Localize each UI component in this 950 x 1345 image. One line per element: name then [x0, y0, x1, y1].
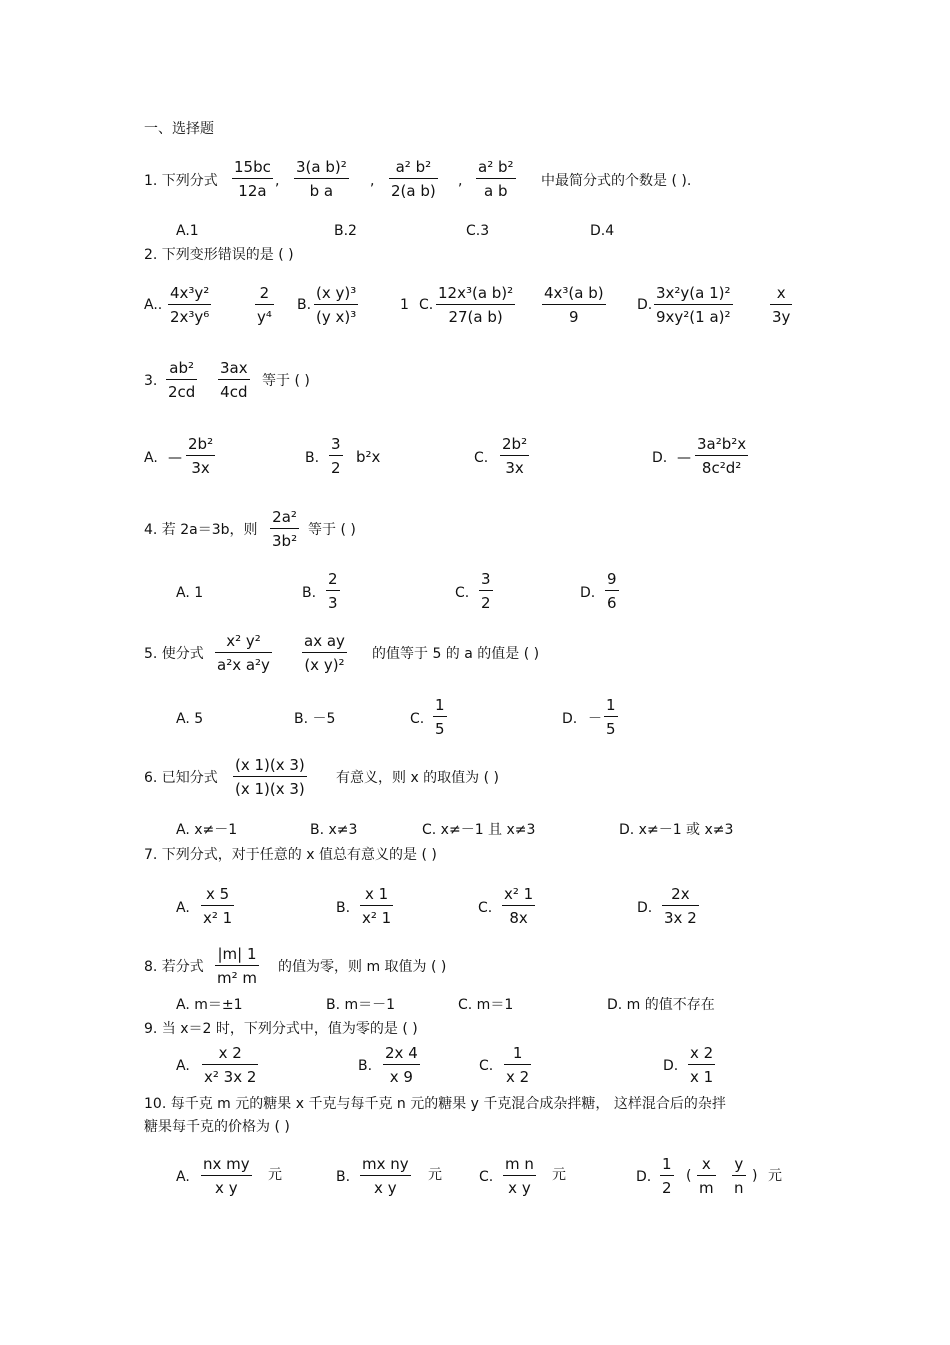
q1-sep-1: , — [275, 173, 280, 189]
denominator: x 1 — [690, 1068, 714, 1086]
denominator: x y — [215, 1179, 238, 1197]
q7-a-fraction — [201, 884, 234, 928]
numerator: nx my — [203, 1155, 250, 1173]
numerator: 2x 4 — [385, 1044, 418, 1062]
q4-b-label: B. — [302, 585, 317, 601]
q3-d-sign: — — [677, 450, 691, 466]
q8-option-b: B. m＝－1 — [326, 997, 396, 1013]
denominator: x y — [508, 1179, 531, 1197]
numerator: 9 — [607, 570, 617, 588]
denominator: x y — [374, 1179, 397, 1197]
q4-d-fraction — [605, 569, 619, 613]
q7-b-label: B. — [336, 900, 351, 916]
denominator: a²x a²y — [217, 656, 270, 674]
q7-c-fraction — [502, 884, 535, 928]
q5-d-label: D. — [562, 711, 578, 727]
q9-a-label: A. — [176, 1058, 190, 1074]
numerator: ax ay — [304, 632, 345, 650]
numerator: x² 1 — [504, 885, 534, 903]
denominator: 2 — [662, 1179, 672, 1197]
q9-b-fraction — [383, 1043, 420, 1087]
q10-b-unit: 元 — [428, 1167, 442, 1183]
denominator: x 2 — [506, 1068, 530, 1086]
q1-fraction-3 — [389, 157, 438, 201]
q5-d-fraction — [604, 695, 618, 739]
section-title: 一、选择题 — [144, 121, 214, 137]
q1-fraction-2 — [294, 157, 349, 201]
q10-c-fraction — [503, 1154, 536, 1198]
q10-c-label: C. — [479, 1169, 494, 1185]
q9-a-fraction — [202, 1043, 258, 1087]
q6-post: 有意义，则 x 的取值为 ( ) — [336, 770, 500, 786]
denominator: 5 — [435, 720, 445, 738]
numerator: a² b² — [478, 158, 514, 176]
q5-d-sign: － — [588, 711, 602, 727]
denominator: 3 — [328, 594, 338, 612]
q2-a-fraction-2 — [255, 283, 274, 327]
numerator: (x y)³ — [316, 284, 357, 302]
denominator: x² 1 — [203, 909, 233, 927]
numerator: 3 — [481, 570, 491, 588]
q3-c-fraction — [500, 434, 529, 478]
q10-d-close-paren: ) — [752, 1168, 758, 1184]
numerator: 3 — [331, 435, 341, 453]
numerator: 3(a b)² — [296, 158, 347, 176]
q5-c-fraction — [433, 695, 447, 739]
denominator: 12a — [238, 182, 267, 200]
q5-fraction-2 — [302, 631, 347, 675]
q1-option-c: C.3 — [466, 223, 490, 239]
numerator: 3x²y(a 1)² — [656, 284, 731, 302]
denominator: 9 — [569, 308, 579, 326]
q2-a-label: A.. — [144, 297, 163, 313]
q3-d-label: D. — [652, 450, 668, 466]
numerator: 2 — [328, 570, 338, 588]
q10-d-fraction-y — [732, 1154, 746, 1198]
q3-b-post: b²x — [356, 448, 381, 466]
q8-option-c: C. m＝1 — [458, 997, 514, 1013]
q3-c-label: C. — [474, 450, 489, 466]
denominator: x 9 — [389, 1068, 413, 1086]
q10-a-label: A. — [176, 1169, 190, 1185]
denominator: b a — [309, 182, 334, 200]
q7-d-label: D. — [637, 900, 653, 916]
denominator: 4cd — [220, 383, 248, 401]
q2-b-rhs: 1 — [400, 297, 409, 313]
q10-d-fraction-half — [660, 1154, 674, 1198]
denominator: (x 1)(x 3) — [235, 780, 305, 798]
numerator: 1 — [435, 696, 445, 714]
numerator: 1 — [512, 1044, 523, 1062]
denominator: 3x — [191, 459, 210, 477]
denominator: (x y)² — [304, 656, 345, 674]
numerator: x 1 — [365, 885, 389, 903]
numerator: 4x³(a b) — [544, 284, 604, 302]
q6-fraction — [233, 755, 307, 799]
q4-c-fraction — [479, 569, 493, 613]
q3-fraction-1 — [166, 358, 197, 402]
denominator: 2 — [481, 594, 491, 612]
denominator: m — [699, 1179, 714, 1197]
denominator: 5 — [606, 720, 616, 738]
q2-b-label: B. — [297, 297, 312, 313]
q9-d-label: D. — [663, 1058, 679, 1074]
q2-c-label: C. — [419, 297, 434, 313]
q7-stem: 7. 下列分式，对于任意的 x 值总有意义的是 ( ) — [144, 847, 437, 863]
denominator: 9xy²(1 a)² — [656, 308, 731, 326]
q9-b-label: B. — [358, 1058, 373, 1074]
q4-b-fraction — [326, 569, 340, 613]
denominator: 3x — [505, 459, 524, 477]
numerator: 2x — [671, 885, 690, 903]
q4-pre: 4. 若 2a＝3b，则 — [144, 522, 258, 538]
numerator: |m| 1 — [217, 945, 257, 963]
q9-stem: 9. 当 x＝2 时，下列分式中，值为零的是 ( ) — [144, 1021, 418, 1037]
numerator: 2b² — [502, 435, 528, 453]
q1-fraction-4 — [476, 157, 516, 201]
q6-option-b: B. x≠3 — [310, 822, 358, 838]
q4-d-label: D. — [580, 585, 596, 601]
q7-d-fraction — [662, 884, 699, 928]
numerator: 3ax — [220, 359, 248, 377]
denominator: x² 3x 2 — [204, 1068, 257, 1086]
denominator: 3x 2 — [664, 909, 697, 927]
q2-a-fraction-1 — [168, 283, 211, 327]
q3-b-label: B. — [305, 450, 320, 466]
numerator: 2a² — [272, 508, 297, 526]
q10-d-label: D. — [636, 1169, 652, 1185]
numerator: 2b² — [188, 435, 214, 453]
q6-pre: 6. 已知分式 — [144, 770, 218, 786]
numerator: m n — [505, 1155, 534, 1173]
numerator: 15bc — [234, 158, 271, 176]
q4-c-label: C. — [455, 585, 470, 601]
denominator: a b — [484, 182, 508, 200]
q8-option-d: D. m 的值不存在 — [607, 997, 715, 1013]
numerator: ab² — [169, 359, 195, 377]
q3-post: 等于 ( ) — [262, 373, 310, 389]
numerator: 1 — [606, 696, 616, 714]
q3-fraction-2 — [218, 358, 250, 402]
q2-c-fraction-2 — [542, 283, 606, 327]
numerator: a² b² — [395, 158, 432, 176]
numerator: y — [734, 1155, 744, 1173]
denominator: 6 — [607, 594, 617, 612]
q10-a-unit: 元 — [268, 1167, 282, 1183]
q6-option-d: D. x≠－1 或 x≠3 — [619, 822, 734, 838]
q8-option-a: A. m＝±1 — [176, 997, 243, 1013]
numerator: x 2 — [218, 1044, 242, 1062]
q5-pre: 5. 使分式 — [144, 646, 204, 662]
q10-d-unit: 元 — [768, 1168, 782, 1184]
numerator: x — [701, 1155, 711, 1173]
q10-line-2: 糖果每千克的价格为 ( ) — [144, 1119, 290, 1135]
denominator: 3y — [772, 308, 791, 326]
denominator: 2 — [331, 459, 341, 477]
q1-option-d: D.4 — [590, 223, 615, 239]
numerator: 2 — [259, 284, 270, 302]
numerator: x — [776, 284, 786, 302]
numerator: (x 1)(x 3) — [235, 756, 305, 774]
q4-post: 等于 ( ) — [308, 522, 356, 538]
numerator: x 5 — [206, 885, 230, 903]
denominator: 2x³y⁶ — [170, 308, 210, 326]
q3-a-fraction — [186, 434, 215, 478]
q2-d-label: D. — [637, 297, 653, 313]
q10-c-unit: 元 — [552, 1167, 566, 1183]
q10-d-fraction-x — [697, 1154, 716, 1198]
q8-pre: 8. 若分式 — [144, 959, 204, 975]
q6-option-a: A. x≠－1 — [176, 822, 238, 838]
q10-b-fraction — [360, 1154, 411, 1198]
q7-b-fraction — [360, 884, 393, 928]
numerator: mx ny — [362, 1155, 409, 1173]
q8-fraction — [215, 944, 259, 988]
denominator: x² 1 — [362, 909, 392, 927]
q7-a-label: A. — [176, 900, 190, 916]
q6-option-c: C. x≠－1 且 x≠3 — [422, 822, 536, 838]
q1-stem-pre: 1. 下列分式 — [144, 173, 218, 189]
numerator: x 2 — [690, 1044, 714, 1062]
q3-b-fraction — [329, 434, 343, 478]
denominator: 8c²d² — [701, 459, 742, 477]
q4-fraction — [270, 507, 299, 551]
q8-post: 的值为零，则 m 取值为 ( ) — [278, 959, 447, 975]
q5-option-b: B. －5 — [294, 711, 336, 727]
q7-c-label: C. — [478, 900, 493, 916]
denominator: 3b² — [272, 532, 298, 550]
q5-option-a: A. 5 — [176, 711, 204, 727]
q1-option-b: B.2 — [334, 223, 357, 239]
q1-option-a: A.1 — [176, 223, 199, 239]
numerator: 3a²b²x — [697, 435, 747, 453]
q1-sep-2: , — [370, 173, 375, 189]
q5-post: 的值等于 5 的 a 的值是 ( ) — [372, 646, 540, 662]
denominator: 2cd — [168, 383, 196, 401]
q1-stem-post: 中最简分式的个数是 ( ). — [541, 173, 692, 189]
numerator: 4x³y² — [170, 284, 210, 302]
q9-c-label: C. — [479, 1058, 494, 1074]
q10-line-1: 10. 每千克 m 元的糖果 x 千克与每千克 n 元的糖果 y 千克混合成杂拌糖， 这样混合后的杂拌 — [144, 1096, 726, 1112]
numerator: 1 — [662, 1155, 672, 1173]
numerator: 12x³(a b)² — [438, 284, 514, 302]
q5-c-label: C. — [410, 711, 425, 727]
q9-c-fraction — [504, 1043, 531, 1087]
denominator: 8x — [509, 909, 528, 927]
q2-d-fraction-1 — [654, 283, 733, 327]
denominator: m² m — [217, 969, 258, 987]
q1-sep-3: , — [458, 173, 463, 189]
q2-b-fraction — [314, 283, 358, 327]
q10-a-fraction — [201, 1154, 252, 1198]
denominator: n — [734, 1179, 744, 1197]
q3-d-fraction — [695, 434, 748, 478]
q2-stem: 2. 下列变形错误的是 ( ) — [144, 247, 294, 263]
q3-a-sign: — — [168, 450, 182, 466]
denominator: (y x)³ — [316, 308, 357, 326]
q10-b-label: B. — [336, 1169, 351, 1185]
q4-option-a: A. 1 — [176, 585, 204, 601]
denominator: 2(a b) — [391, 182, 436, 200]
numerator: x² y² — [226, 632, 261, 650]
denominator: 27(a b) — [448, 308, 503, 326]
q3-a-label: A. — [144, 450, 158, 466]
q9-d-fraction — [688, 1043, 715, 1087]
denominator: y⁴ — [257, 308, 272, 326]
q2-c-fraction-1 — [436, 283, 515, 327]
q5-fraction-1 — [215, 631, 272, 675]
q2-d-fraction-2 — [770, 283, 792, 327]
q1-fraction-1 — [232, 157, 273, 201]
q3-label: 3. — [144, 373, 158, 389]
q10-d-open-paren: ( — [686, 1168, 692, 1184]
